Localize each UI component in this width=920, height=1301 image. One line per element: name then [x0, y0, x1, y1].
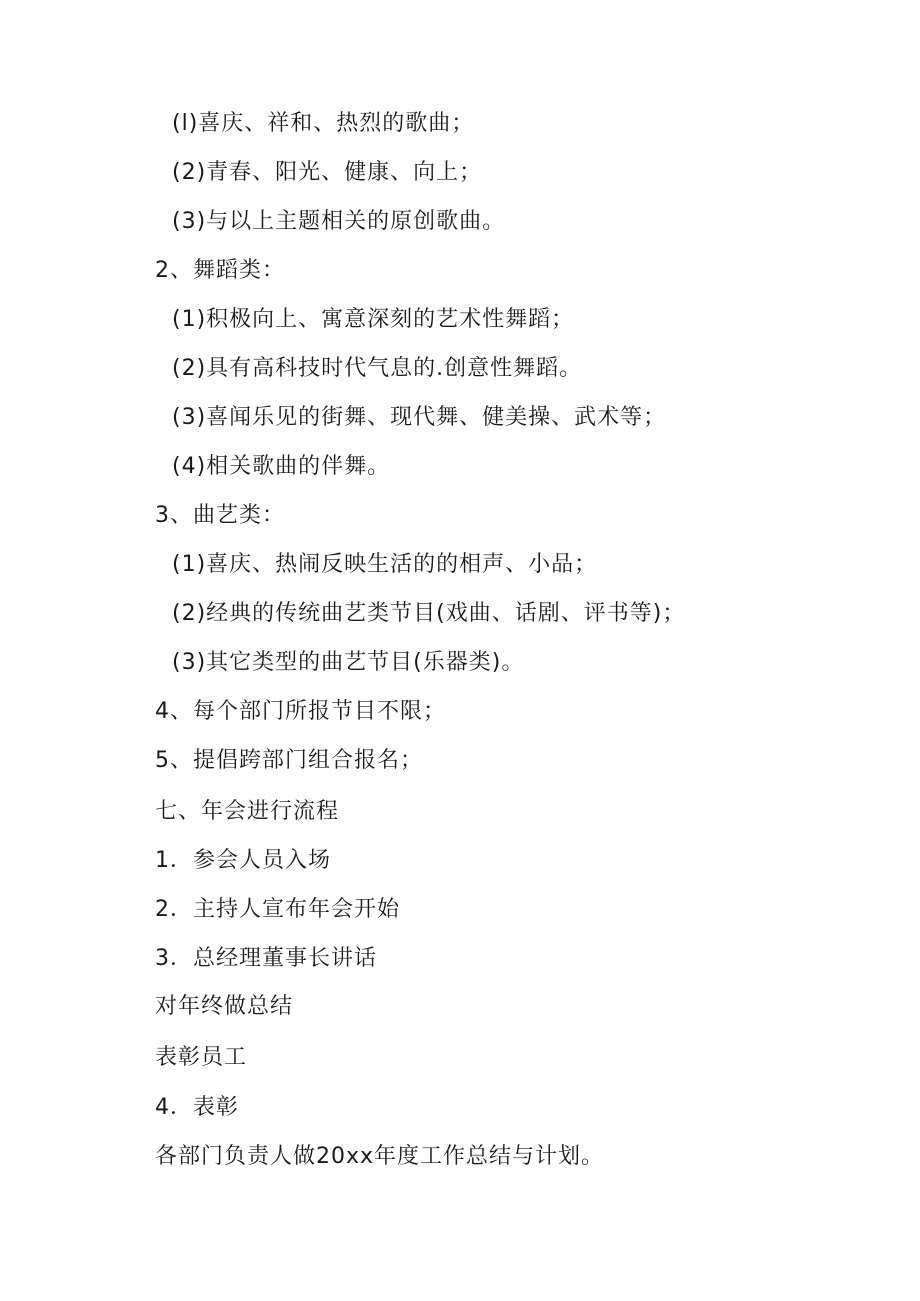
quyi-item-1: (1)喜庆、热闹反映生活的的相声、小品；: [172, 552, 598, 577]
process-note-commend: 表彰员工: [155, 1045, 248, 1070]
process-step-1: 1．参会人员入场: [155, 848, 331, 873]
process-step-2: 2．主持人宣布年会开始: [155, 897, 400, 922]
section-heading-process: 七、年会进行流程: [155, 799, 340, 824]
dance-item-3: (3)喜闻乐见的街舞、现代舞、健美操、武术等；: [172, 405, 667, 430]
quyi-heading: 3、曲艺类：: [155, 503, 285, 528]
cross-department-note: 5、提倡跨部门组合报名；: [155, 748, 423, 773]
program-limit-note: 4、每个部门所报节目不限；: [155, 699, 446, 724]
song-item-1: (l)喜庆、祥和、热烈的歌曲；: [172, 111, 475, 136]
process-note-summary: 对年终做总结: [155, 994, 294, 1019]
process-step-4: 4．表彰: [155, 1095, 239, 1120]
song-item-2: (2)青春、阳光、健康、向上；: [172, 160, 483, 185]
dance-item-4: (4)相关歌曲的伴舞。: [172, 454, 391, 479]
quyi-item-2: (2)经典的传统曲艺类节目(戏曲、话剧、评书等)；: [172, 601, 686, 626]
dance-item-2: (2)具有高科技时代气息的.创意性舞蹈。: [172, 356, 583, 381]
dance-item-1: (1)积极向上、寓意深刻的艺术性舞蹈；: [172, 307, 575, 332]
process-step-3: 3．总经理董事长讲话: [155, 946, 377, 971]
dance-heading: 2、舞蹈类：: [155, 258, 285, 283]
song-item-3: (3)与以上主题相关的原创歌曲。: [172, 209, 506, 234]
department-summary-note: 各部门负责人做20xx年度工作总结与计划。: [155, 1144, 605, 1169]
quyi-item-3: (3)其它类型的曲艺节目(乐器类)。: [172, 650, 525, 675]
